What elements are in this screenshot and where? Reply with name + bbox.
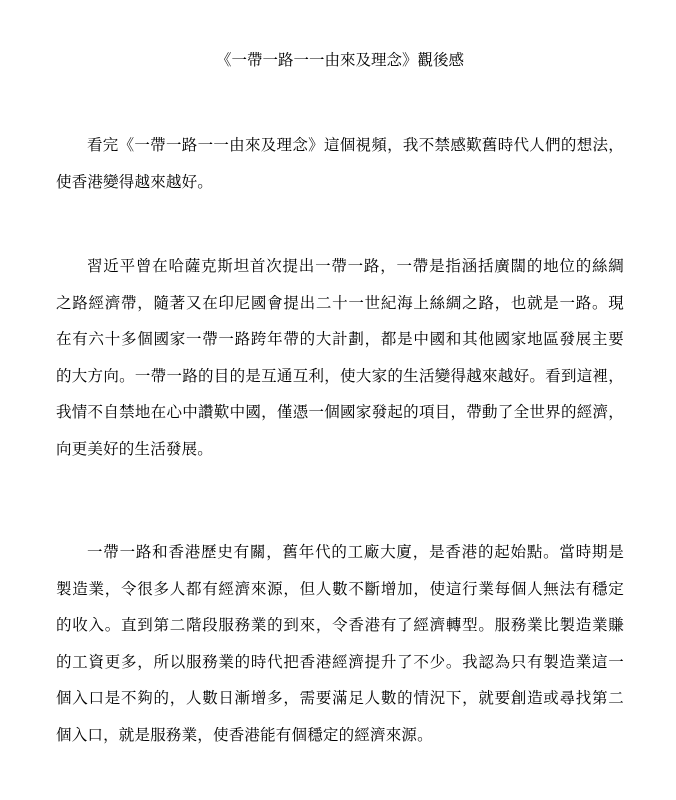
paragraph-line: 看完《一帶一路一一由來及理念》這個視頻，我不禁感歎舊時代人們的想法，	[87, 136, 624, 154]
paragraph-line: 個入口，就是服務業，使香港能有個穩定的經濟來源。	[56, 725, 433, 744]
paragraph-line: 一帶一路和香港歷史有關，舊年代的工廠大廈，是香港的起始點。當時期是	[87, 543, 624, 561]
paragraph-line: 在有六十多個國家一帶一路跨年帶的大計劃，都是中國和其他國家地區發展主要	[56, 330, 624, 349]
paragraph-1	[56, 127, 624, 200]
document-title: 《一帶一路一一由來及理念》觀後感	[215, 51, 464, 69]
paragraph-line: 的大方向。一帶一路的目的是互通互利，使大家的生活變得越來越好。看到這裡，	[56, 366, 624, 385]
paragraph-line: 製造業，令很多人都有經濟來源，但人數不斷增加，使這行業每個人無法有穩定	[56, 579, 624, 598]
paragraph-line: 的工資更多，所以服務業的時代把香港經濟提升了不少。我認為只有製造業這一	[56, 652, 624, 671]
paragraph-line: 向更美好的生活發展。	[56, 439, 214, 458]
paragraph-line: 的收入。直到第二階段服務業的到來，令香港有了經濟轉型。服務業比製造業賺	[56, 616, 624, 635]
paragraph-line: 習近平曾在哈薩克斯坦首次提出一帶一路，一帶是指涵括廣闊的地位的絲綢	[87, 257, 624, 275]
paragraph-line: 使香港變得越來越好。	[56, 172, 214, 191]
paragraph-line: 我情不自禁地在心中讚歎中國，僅憑一個國家發起的項目，帶動了全世界的經濟，	[56, 403, 624, 422]
paragraph-2	[56, 248, 624, 468]
paragraph-3	[56, 534, 624, 754]
paragraph-line: 個入口是不夠的，人數日漸增多，需要滿足人數的情況下，就要創造或尋找第二	[56, 689, 624, 708]
paragraph-line: 之路經濟帶，隨著又在印尼國會提出二十一世紀海上絲綢之路，也就是一路。現	[56, 293, 624, 312]
